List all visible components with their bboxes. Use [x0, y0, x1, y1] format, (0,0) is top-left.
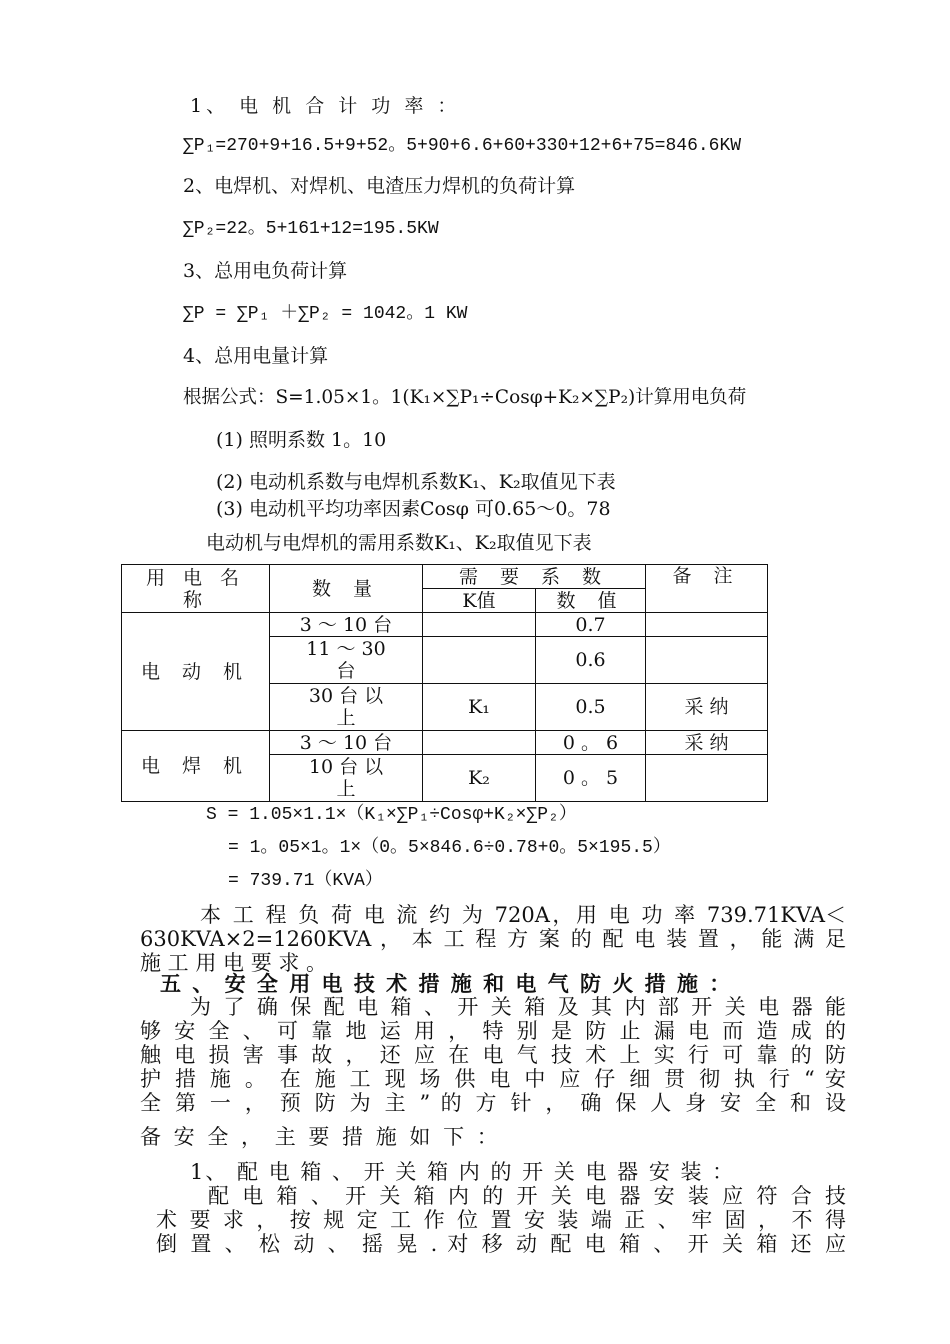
table-cell-note [646, 637, 768, 684]
formula-sum-p: ∑P = ∑P₁ ＋∑P₂ = 1042。1 KW [183, 304, 468, 324]
heading-total-load: 3、总用电负荷计算 [183, 260, 348, 282]
table-cell-k [423, 637, 536, 684]
heading-welder-load: 2、电焊机、对焊机、电渣压力焊机的负荷计算 [183, 175, 576, 197]
header-count: 数 量 [270, 565, 423, 613]
table-cell-count: 30 台 以 上 [270, 684, 423, 731]
formula-s-substituted: = 1。05×1。1×（0。5×846.6÷0.78+0。5×195.5） [228, 838, 671, 858]
header-name: 用 电 名 称 [122, 565, 270, 613]
category-motor: 电 动 机 [122, 613, 270, 731]
table-cell-count: 3 ～ 10 台 [270, 613, 423, 637]
table-cell-value: 0.5 [536, 684, 646, 731]
paragraph-line: 本 工 程 负 荷 电 流 约 为 720A，用 电 功 率 739.71KVA＜ [200, 903, 846, 927]
paragraph-line: 施 工 用 电 要 求 。 [140, 951, 328, 975]
table-cell-value: 0.7 [536, 613, 646, 637]
formula-s-result: = 739.71（KVA） [228, 871, 383, 891]
header-k: K值 [423, 589, 536, 613]
paragraph-line: 触 电 损 害 事 故 ， 还 应 在 电 气 技 术 上 实 行 可 靠 的 防 [140, 1043, 846, 1067]
item-power-factor: (3) 电动机平均功率因素Cosφ 可0.65～0。78 [216, 498, 611, 520]
formula-s-general: S = 1.05×1.1×（K₁×∑P₁÷Cosφ+K₂×∑P₂） [206, 805, 577, 825]
paragraph-line: 全 第 一 ， 预 防 为 主 ” 的 方 针 ， 确 保 人 身 安 全 和 设 [140, 1091, 846, 1115]
table-cell-count: 10 台 以 上 [270, 755, 423, 802]
table-cell-note [646, 755, 768, 802]
table-cell-k [423, 613, 536, 637]
table-cell-note: 采 纳 [646, 731, 768, 755]
table-cell-k [423, 731, 536, 755]
header-coefficient: 需 要 系 数 [423, 565, 646, 589]
paragraph-line: 备 安 全 ， 主 要 措 施 如 下 ： [140, 1125, 501, 1149]
header-value: 数 值 [536, 589, 646, 613]
subheading-switch-install: 1、 配 电 箱 、 开 关 箱 内 的 开 关 电 器 安 装 ： [190, 1160, 736, 1184]
table-cell-count: 11 ～ 30 台 [270, 637, 423, 684]
paragraph-line: 术 要 求 ， 按 规 定 工 作 位 置 安 装 端 正 、 牢 固 ， 不 得 [156, 1208, 846, 1232]
table-cell-note: 采 纳 [646, 684, 768, 731]
table-caption: 电动机与电焊机的需用系数K₁、K₂取值见下表 [206, 532, 592, 554]
paragraph-line: 630KVA×2=1260KVA ， 本 工 程 方 案 的 配 电 装 置 ， 能 满 足 [140, 927, 846, 951]
heading-total-consumption: 4、总用电量计算 [183, 345, 329, 367]
paragraph-line: 为 了 确 保 配 电 箱 、 开 关 箱 及 其 内 部 开 关 电 器 能 [190, 995, 846, 1019]
section-heading-safety: 五 、 安 全 用 电 技 术 措 施 和 电 气 防 火 措 施 ： [160, 971, 733, 996]
item-motor-coefficient: (2) 电动机系数与电焊机系数K₁、K₂取值见下表 [216, 471, 616, 493]
table-cell-k: K₂ [423, 755, 536, 802]
table-cell-value: 0 。 6 [536, 731, 646, 755]
table-cell-note [646, 613, 768, 637]
formula-sum-p1: ∑P₁=270+9+16.5+9+52。5+90+6.6+60+330+12+6+75=846.6KW [183, 136, 742, 156]
paragraph-line: 配 电 箱 、 开 关 箱 内 的 开 关 电 器 安 装 应 符 合 技 [208, 1184, 846, 1208]
formula-sum-p2: ∑P₂=22。5+161+12=195.5KW [183, 219, 439, 239]
formula-description: 根据公式：S=1.05×1。1(K₁×∑P₁÷Cosφ+K₂×∑P₂)计算用电负荷 [183, 387, 747, 408]
item-lighting-coefficient: (1) 照明系数 1。10 [216, 429, 387, 451]
table-cell-k: K₁ [423, 684, 536, 731]
paragraph-line: 够 安 全 、 可 靠 地 运 用 ， 特 别 是 防 止 漏 电 而 造 成 的 [140, 1019, 846, 1043]
table-cell-value: 0 。 5 [536, 755, 646, 802]
heading-motor-total-power: 1、 电 机 合 计 功 率 ： [190, 95, 461, 117]
paragraph-line: 护 措 施 。 在 施 工 现 场 供 电 中 应 仔 细 贯 彻 执 行 “ 安 [140, 1067, 846, 1091]
coefficient-table [121, 564, 768, 802]
table-cell-count: 3 ～ 10 台 [270, 731, 423, 755]
header-note: 备 注 [646, 565, 768, 613]
category-welder: 电 焊 机 [122, 731, 270, 802]
table-cell-value: 0.6 [536, 637, 646, 684]
paragraph-line: 倒 置 、 松 动 、 摇 晃 . 对 移 动 配 电 箱 、 开 关 箱 还 应 [156, 1232, 846, 1256]
